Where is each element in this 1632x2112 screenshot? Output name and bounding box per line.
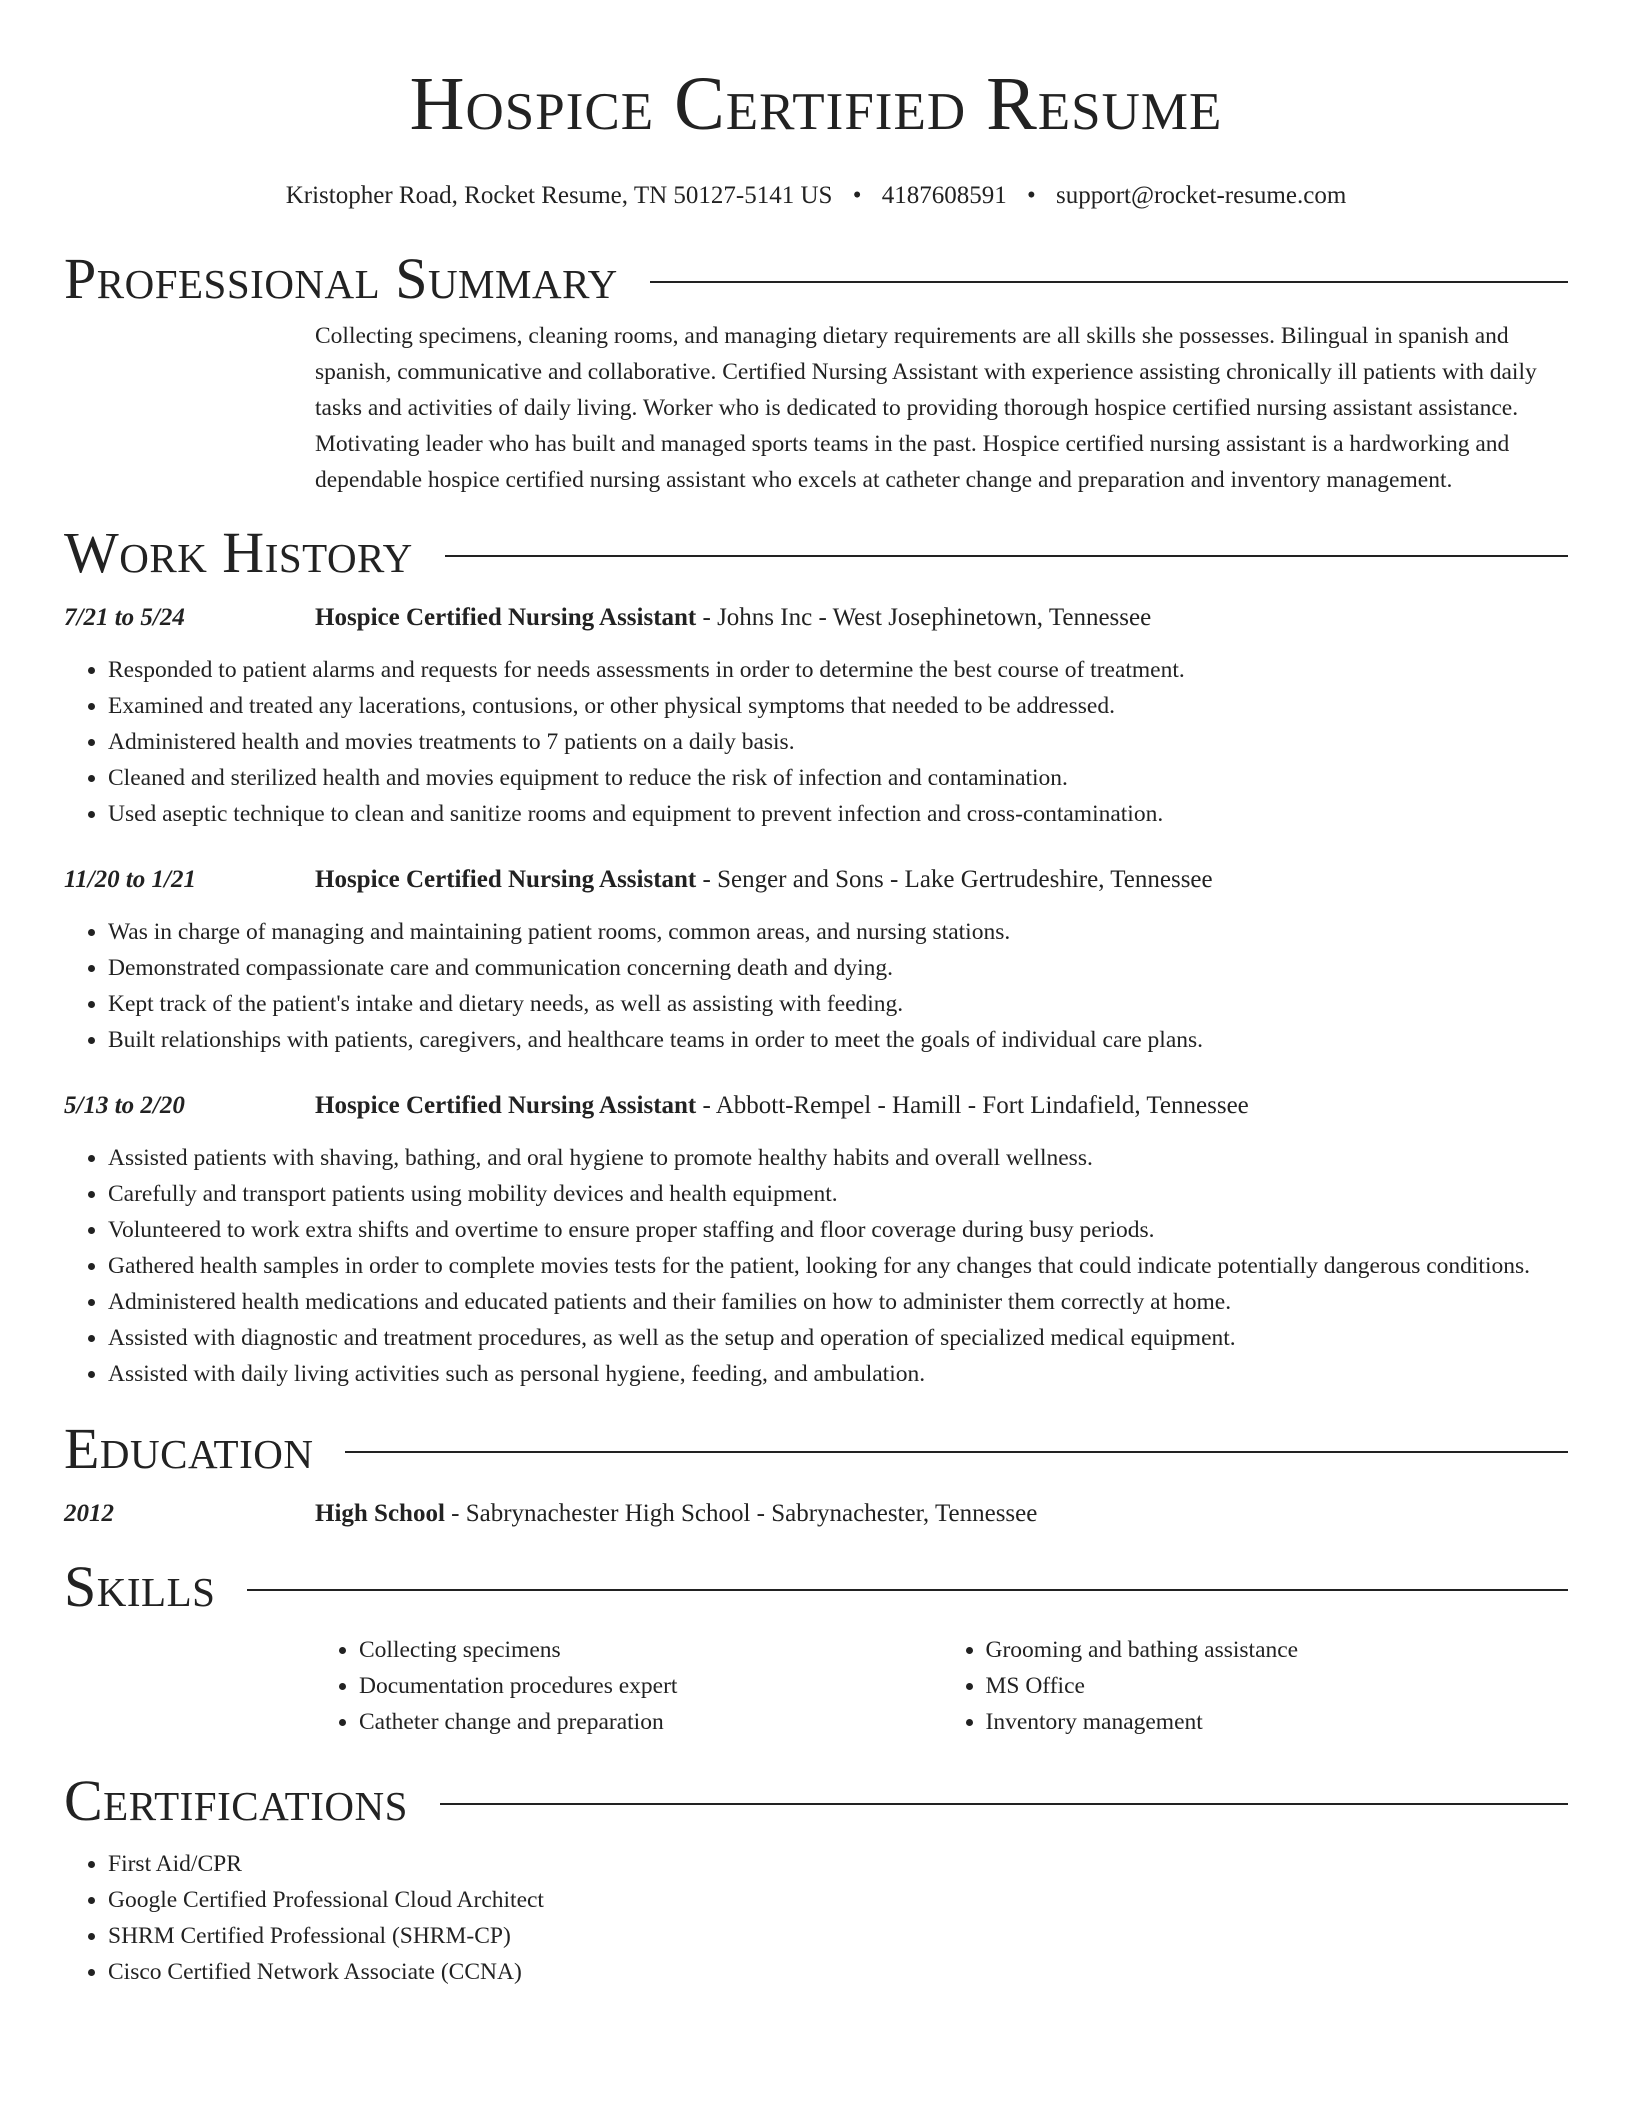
job-entry: [64, 1088, 1568, 1392]
job-entry: [64, 600, 1568, 832]
section-divider: [247, 1589, 1568, 1591]
list-item: • Cleaned and sterilized health and movies equipment to reduce the risk of infection and contamination.: [108, 760, 1568, 796]
list-item: • Administered health and movies treatments to 7 patients on a daily basis.: [108, 724, 1568, 760]
skills-section-title: Skills: [64, 1554, 216, 1619]
contact-address: Kristopher Road, Rocket Resume, TN 50127-5141 US: [285, 182, 833, 209]
list-item: • Demonstrated compassionate care and communication concerning death and dying.: [108, 950, 1568, 986]
list-item: • Built relationships with patients, caregivers, and healthcare teams in order to meet the goals of individual care plans.: [108, 1022, 1568, 1058]
contact-phone: 4187608591: [881, 182, 1007, 209]
job-dates: 5/13 to 2/20: [64, 1092, 185, 1119]
skill-item: • Collecting specimens: [359, 1632, 942, 1668]
education-degree: High School: [315, 1500, 445, 1527]
section-divider: [650, 281, 1568, 283]
job-dates: 11/20 to 1/21: [64, 866, 196, 893]
job-dates: 7/21 to 5/24: [64, 604, 185, 631]
list-item: • Assisted with diagnostic and treatment procedures, as well as the setup and operation of specialized medical equipment.: [108, 1320, 1568, 1356]
job-header: [64, 862, 1568, 898]
job-bullets: [64, 652, 1568, 832]
skills-column-right: [942, 1632, 1569, 1740]
job-role: Hospice Certified Nursing Assistant: [315, 604, 697, 631]
list-item: • Administered health medications and educated patients and their families on how to administer them correctly at home.: [108, 1284, 1568, 1320]
job-header: [64, 600, 1568, 636]
certifications-section-title: Certifications: [64, 1768, 408, 1833]
job-bullets: [64, 1140, 1568, 1392]
skills-list: [315, 1622, 1568, 1740]
contact-email: support@rocket-resume.com: [1055, 182, 1347, 209]
certifications-section-header: [64, 1766, 1568, 1836]
job-header: [64, 1088, 1568, 1124]
section-divider: [440, 1803, 1568, 1805]
list-item: • Assisted with daily living activities such as personal hygiene, feeding, and ambulation.: [108, 1356, 1568, 1392]
contact-line: [64, 180, 1568, 212]
list-item: • Assisted patients with shaving, bathing, and oral hygiene to promote healthy habits and overall wellness.: [108, 1140, 1568, 1176]
job-title-line: [315, 600, 1568, 636]
job-title-line: [315, 862, 1568, 898]
job-details: - Johns Inc - West Josephinetown, Tennessee: [696, 604, 1152, 631]
summary-text: Collecting specimens, cleaning rooms, and managing dietary requirements are all skills she possesses. Bilingual in spanish and spanish, communicative and collaborative. Certified Nursing Assistant with experience assisting chronically ill patients with daily tasks and activities of daily living. Worker who is dedicated to providing thorough hospice certified nursing assistant assistance. Motivating leader who has built and managed sports teams in the past. Hospice certified nursing assistant is a hardworking and dependable hospice certified nursing assistant who excels at catheter change and preparation and inventory management.: [315, 323, 1537, 493]
list-item: • Gathered health samples in order to complete movies tests for the patient, looking for any changes that could indicate potentially dangerous conditions.: [108, 1248, 1568, 1284]
section-divider: [445, 555, 1568, 557]
certifications-list: [64, 1846, 1568, 1990]
section-divider: [345, 1451, 1568, 1453]
education-section-header: [64, 1414, 1568, 1484]
skills-column-left: [315, 1632, 942, 1740]
job-entry: [64, 862, 1568, 1058]
list-item: • Was in charge of managing and maintaining patient rooms, common areas, and nursing stations.: [108, 914, 1568, 950]
skill-item: • Documentation procedures expert: [359, 1668, 942, 1704]
certification-item: • SHRM Certified Professional (SHRM-CP): [108, 1918, 1568, 1954]
resume-header: [64, 0, 1568, 212]
work-section-header: [64, 518, 1568, 588]
job-role: Hospice Certified Nursing Assistant: [315, 866, 697, 893]
resume-title: Hospice Certified Resume: [409, 62, 1223, 146]
list-item: • Responded to patient alarms and requests for needs assessments in order to determine the best course of treatment.: [108, 652, 1568, 688]
contact-separator: •: [1026, 182, 1036, 209]
skill-item: • Inventory management: [986, 1704, 1569, 1740]
certification-item: • Google Certified Professional Cloud Architect: [108, 1882, 1568, 1918]
skill-item: • Catheter change and preparation: [359, 1704, 942, 1740]
list-item: • Kept track of the patient's intake and dietary needs, as well as assisting with feeding.: [108, 986, 1568, 1022]
list-item: • Carefully and transport patients using mobility devices and health equipment.: [108, 1176, 1568, 1212]
certification-item: • First Aid/CPR: [108, 1846, 1568, 1882]
job-title-line: [315, 1088, 1568, 1124]
job-details: - Abbott-Rempel - Hamill - Fort Lindafield, Tennessee: [696, 1092, 1249, 1119]
skill-item: • Grooming and bathing assistance: [986, 1632, 1569, 1668]
education-line: [315, 1496, 1568, 1532]
contact-separator: •: [852, 182, 862, 209]
education-year: 2012: [64, 1500, 114, 1527]
education-details: - Sabrynachester High School - Sabrynachester, Tennessee: [444, 1500, 1038, 1527]
education-section-title: Education: [64, 1416, 314, 1481]
skills-section-header: [64, 1552, 1568, 1622]
job-role: Hospice Certified Nursing Assistant: [315, 1092, 697, 1119]
list-item: • Examined and treated any lacerations, contusions, or other physical symptoms that needed to be addressed.: [108, 688, 1568, 724]
education-entry: [64, 1496, 1568, 1532]
list-item: • Volunteered to work extra shifts and overtime to ensure proper staffing and floor coverage during busy periods.: [108, 1212, 1568, 1248]
summary-section-title: Professional Summary: [64, 246, 618, 311]
list-item: • Used aseptic technique to clean and sanitize rooms and equipment to prevent infection and cross-contamination.: [108, 796, 1568, 832]
job-bullets: [64, 914, 1568, 1058]
skill-item: • MS Office: [986, 1668, 1569, 1704]
work-section-title: Work History: [64, 520, 413, 585]
certification-item: • Cisco Certified Network Associate (CCNA): [108, 1954, 1568, 1990]
summary-section-header: [64, 244, 1568, 314]
job-details: - Senger and Sons - Lake Gertrudeshire, Tennessee: [696, 866, 1213, 893]
